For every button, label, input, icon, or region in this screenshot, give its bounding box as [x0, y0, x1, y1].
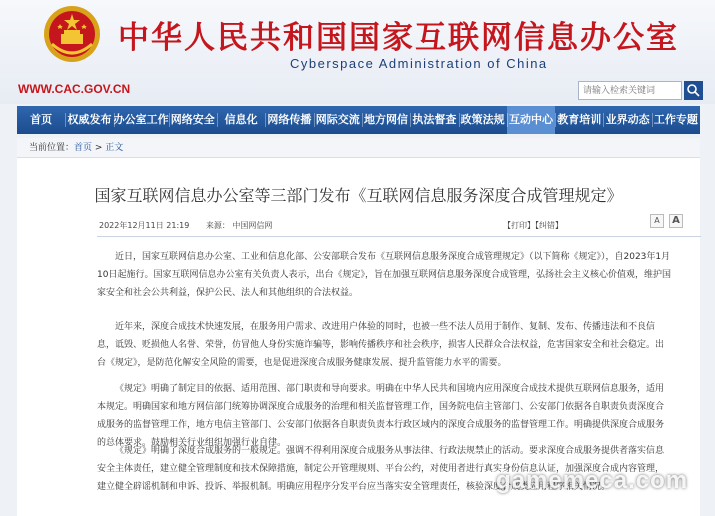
- nav-item-3[interactable]: 办公室工作: [114, 106, 169, 134]
- article-meta: [99, 220, 286, 231]
- article-tools[interactable]: 【打印】【纠错】: [503, 221, 563, 230]
- site-title: 中华人民共和国国家互联网信息办公室: [118, 20, 679, 56]
- article-paragraph-2: 近年来，深度合成技术快速发展，在服务用户需求、改进用户体验的同时，也被一些不法人员用于制作、复制、发布、传播违法和不良信息，诋毁、贬损他人名誉、荣誉，仿冒他人身份实施诈骗等，影响传播秩序和社会秩序，损害人民群众合法权益，危害国家安全和社会稳定。出台《规定》，是防范化解安全风险的需要，也是促进深度合成服务健康发展、提升监管能力水平的需要。: [97, 322, 665, 368]
- nav-item-1[interactable]: 首页: [30, 113, 53, 126]
- breadcrumb-label: 当前位置：: [29, 143, 75, 153]
- article-paragraph-1: 近日，国家互联网信息办公室、工业和信息化部、公安部联合发布《互联网信息服务深度合成管理规定》（以下简称《规定》），自2023年1月10日起施行。国家互联网信息办公室有关负责人表示，出台《规定》，旨在加强互联网信息服务深度合成管理，弘扬社会主义核心价值观，维护国家安全和社会公共利益，保护公民、法人和其他组织的合法权益。: [97, 252, 671, 298]
- site-header: [0, 0, 715, 104]
- nav-item-4[interactable]: 网络安全: [169, 106, 217, 134]
- watermark: gamemeca.com: [496, 467, 689, 494]
- article-panel: [17, 138, 700, 516]
- breadcrumb-current: 正文: [105, 143, 124, 153]
- title-divider: [97, 236, 701, 237]
- breadcrumb-home-link[interactable]: 首页: [74, 143, 93, 153]
- search-input[interactable]: [578, 81, 682, 100]
- nav-item-2[interactable]: 权威发布: [65, 106, 113, 134]
- article-paragraph-3: 《规定》明确了制定目的依据、适用范围、部门职责和导向要求。明确在中华人民共和国境内应用深度合成技术提供互联网信息服务，适用本规定。明确国家和地方网信部门统筹协调深度合成服务的治理和相关监督管理工作，国务院电信主管部门、公安部门依据各自职责负责深度合成服务的监督管理工作，地方电信主管部门、公安部门依据各自职责负责本行政区域内的深度合成服务的监督管理工作。明确提供深度合成服务的总体要求。鼓励相关行业组织加强行业自律。: [97, 384, 665, 448]
- breadcrumb-separator: >: [92, 143, 106, 153]
- nav-item-9[interactable]: 执法督查: [410, 106, 458, 134]
- article-source: 来源： 中国网信网: [205, 221, 273, 230]
- article-title: 国家互联网信息办公室等三部门发布《互联网信息服务深度合成管理规定》: [94, 186, 623, 205]
- search-button[interactable]: [684, 81, 703, 100]
- font-decrease-button[interactable]: A: [650, 214, 664, 228]
- search-icon: [684, 81, 703, 100]
- nav-item-11[interactable]: 互动中心: [507, 106, 555, 134]
- site-url-link[interactable]: WWW.CAC.GOV.CN: [18, 82, 131, 96]
- nav-item-5[interactable]: 信息化: [217, 106, 265, 134]
- article-paragraph-4: 《规定》明确了深度合成服务的一般规定。强调不得利用深度合成服务从事法律、行政法规禁止的活动。要求深度合成服务提供者落实信息安全主体责任，建立健全管理制度和技术保障措施，制定公开管理规则、平台公约，对使用者进行真实身份信息认证，加强深度合成内容管理，建立健全辟谣机制和申诉、投诉、举报机制。明确应用程序分发平台应当落实安全管理责任，核验深度合成类应用程序相关情况。: [97, 446, 665, 492]
- main-nav: [17, 106, 700, 134]
- nav-item-12[interactable]: 教育培训: [555, 106, 603, 134]
- nav-item-13[interactable]: 业界动态: [603, 106, 651, 134]
- nav-item-7[interactable]: 网际交流: [314, 106, 362, 134]
- font-increase-button[interactable]: A: [669, 214, 683, 228]
- article-date: 2022年12月11日 21:19: [99, 221, 190, 230]
- breadcrumb: [17, 138, 700, 158]
- nav-item-10[interactable]: 政策法规: [459, 106, 507, 134]
- nav-item-8[interactable]: 地方网信: [362, 106, 410, 134]
- national-emblem-icon[interactable]: [42, 4, 102, 64]
- nav-item-14[interactable]: 工作专题: [652, 106, 700, 134]
- nav-item-6[interactable]: 网络传播: [265, 106, 313, 134]
- site-subtitle: Cyberspace Administration of China: [290, 56, 548, 71]
